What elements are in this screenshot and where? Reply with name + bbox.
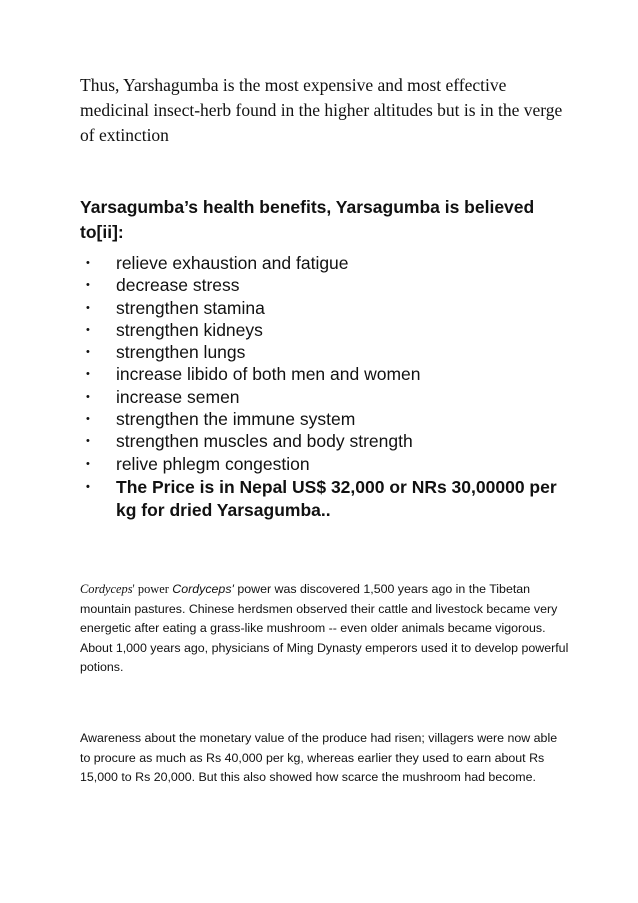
price-item: • The Price is in Nepal US$ 32,000 or NRs 30,00000 per kg for dried Yarsagumba.. — [80, 476, 570, 523]
intro-paragraph: Thus, Yarshagumba is the most expensive and most effective medicinal insect-herb found in the higher altitudes but is in the verge of extinction — [80, 75, 563, 145]
cordyceps-emphasis: Cordyceps' — [172, 582, 234, 596]
benefits-list — [80, 252, 570, 523]
list-item: • strengthen muscles and body strength — [80, 430, 570, 452]
list-item: • strengthen lungs — [80, 341, 570, 363]
list-item: • relieve exhaustion and fatigue — [80, 252, 570, 274]
cordyceps-paragraph — [80, 580, 570, 678]
list-item: • increase libido of both men and women — [80, 363, 570, 385]
awareness-paragraph: Awareness about the monetary value of the produce had risen; villagers were now able to procure as much as Rs 40,000 per kg, whereas earlier they used to earn about Rs 15,000 to Rs 20,000. But this also showed how scarce the mushroom had become. — [80, 731, 558, 784]
list-item: • relive phlegm congestion — [80, 453, 570, 475]
cordyceps-lead-word: Cordyceps — [80, 582, 133, 596]
cordyceps-lead — [80, 582, 169, 596]
list-item: • strengthen the immune system — [80, 408, 570, 430]
cordyceps-lead-rest: ' power — [132, 582, 169, 596]
list-item: • strengthen kidneys — [80, 319, 570, 341]
list-item: • decrease stress — [80, 274, 570, 296]
cordyceps-body: power was discovered 1,500 years ago in the Tibetan mountain pastures. Chinese herdsmen observed their cattle and livestock became very energetic after eating a grass-like mushroom -- even older animals became vigorous. About 1,000 years ago, physicians of Ming Dynasty emperors used it to develop powerful potions. — [80, 582, 569, 674]
benefits-heading: Yarsagumba’s health benefits, Yarsagumba is believed to[ii]: — [80, 197, 535, 242]
list-item: • strengthen stamina — [80, 297, 570, 319]
list-item: • increase semen — [80, 386, 570, 408]
